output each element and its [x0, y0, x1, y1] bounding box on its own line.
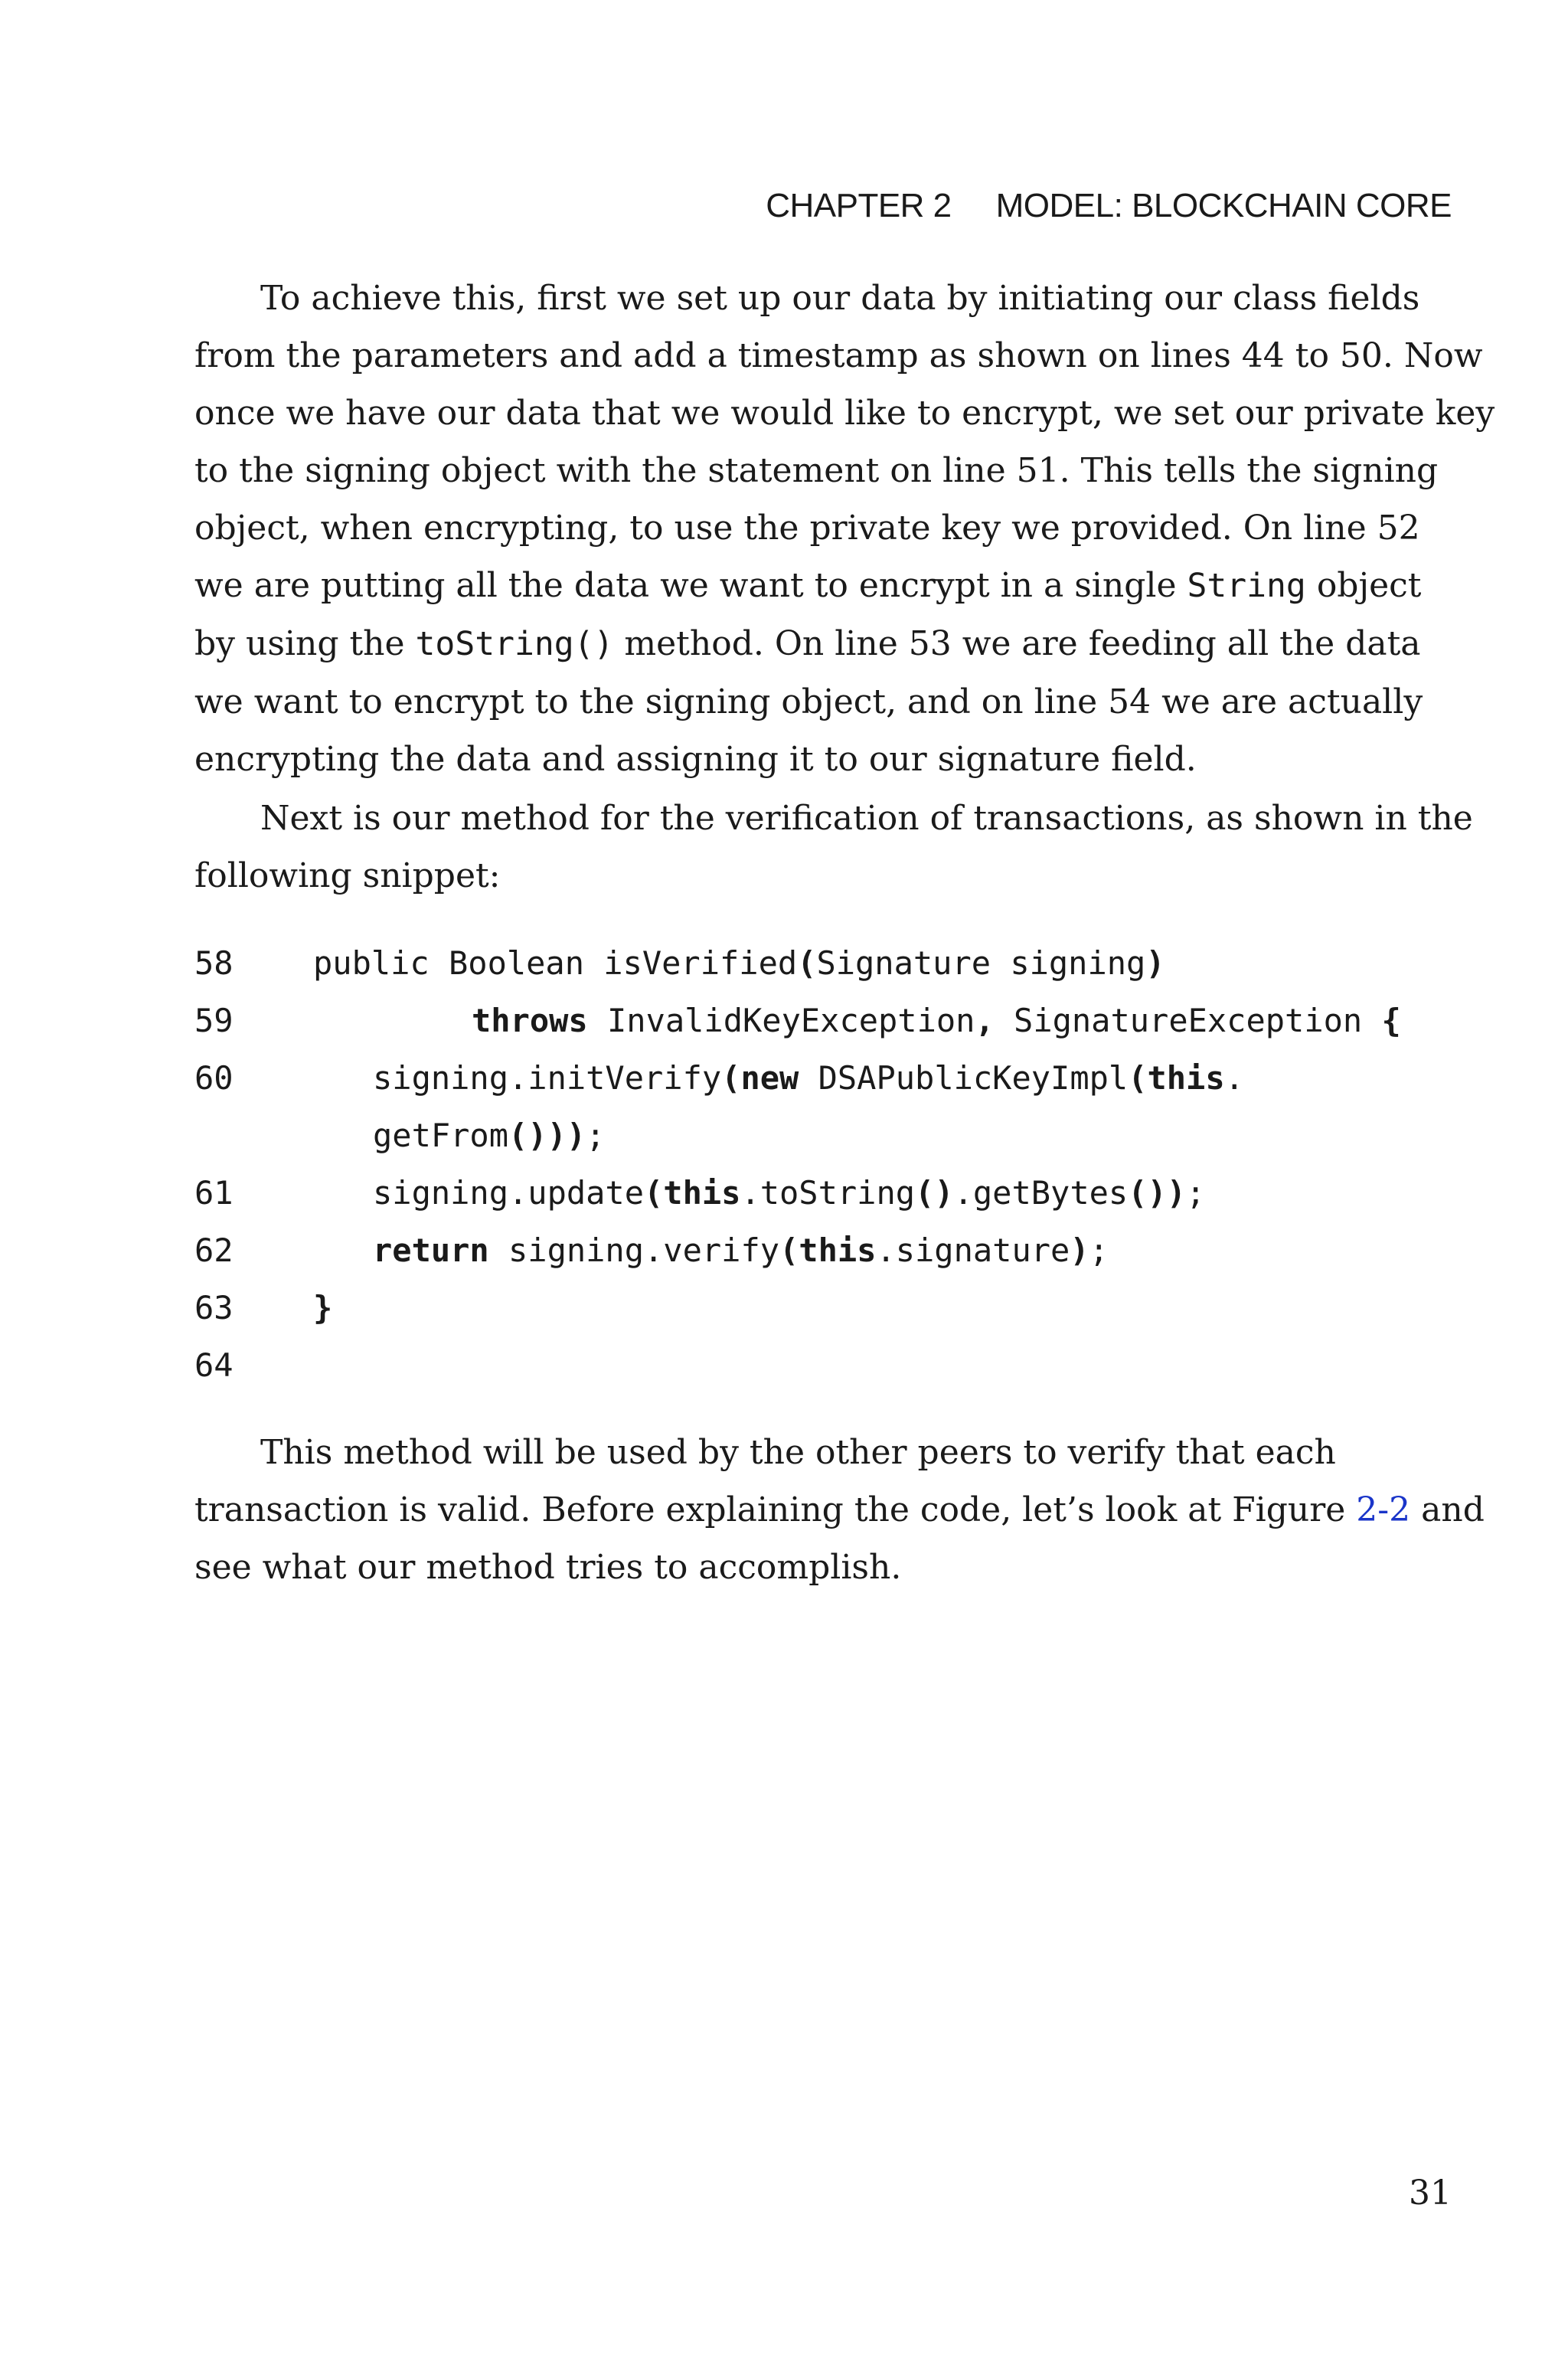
code-token: .toString	[740, 1174, 916, 1212]
code-keyword: (this	[779, 1232, 877, 1269]
code-token: .getBytes	[953, 1174, 1129, 1212]
page-number: 31	[1409, 2174, 1452, 2213]
code-token: DSAPublicKeyImpl	[799, 1059, 1129, 1097]
code-token: ;	[1186, 1174, 1206, 1212]
code-token: signing.update	[373, 1174, 645, 1212]
code-line	[194, 1049, 1496, 1107]
line-number: 60	[194, 1059, 234, 1097]
code-text	[373, 1107, 605, 1164]
code-keyword: (this	[644, 1174, 741, 1212]
code-keyword: (this	[1128, 1059, 1225, 1097]
line-number: 61	[194, 1174, 234, 1212]
line-number: 64	[194, 1346, 234, 1384]
code-text	[373, 1049, 1244, 1107]
text-run: and	[1410, 1490, 1485, 1529]
paragraph-line	[194, 615, 1450, 673]
line-number: 62	[194, 1232, 234, 1269]
code-text	[313, 1279, 332, 1336]
code-line	[194, 934, 1496, 992]
code-line	[194, 1279, 1496, 1336]
inline-code: String	[1187, 567, 1306, 605]
code-token-bold: )	[1145, 944, 1165, 982]
paragraph-line: To achieve this, first we set up our data by initiating our class fields	[260, 279, 1420, 318]
text-run: transaction is valid. Before explaining the code, let’s look at Figure	[194, 1490, 1357, 1529]
running-head-chapter: CHAPTER 2	[766, 187, 952, 224]
code-line-wrapped	[194, 1107, 1496, 1164]
paragraph-line: following snippet:	[194, 856, 501, 895]
figure-link[interactable]: 2-2	[1356, 1490, 1411, 1529]
text-run: method. On line 53 we are feeding all the data	[613, 624, 1421, 663]
code-token-bold: ,	[975, 1002, 995, 1039]
paragraph-line: see what our method tries to accomplish.	[194, 1548, 902, 1587]
text-run: by using the	[194, 624, 416, 663]
code-line	[194, 1336, 1496, 1394]
paragraph-line: This method will be used by the other peers to verify that each	[260, 1433, 1336, 1472]
line-number: 58	[194, 944, 234, 982]
text-run: object	[1305, 566, 1422, 605]
code-token: SignatureException	[994, 1002, 1382, 1039]
code-line	[194, 1222, 1496, 1279]
code-token-bold: {	[1381, 1002, 1401, 1039]
paragraph-line	[194, 1481, 1485, 1539]
code-line	[194, 992, 1496, 1049]
inline-code: toString()	[415, 625, 614, 663]
code-token: Signature signing	[816, 944, 1146, 982]
code-text	[313, 934, 1165, 992]
code-token-bold: ()))	[508, 1117, 586, 1154]
running-head	[766, 187, 1452, 225]
code-brace: }	[313, 1289, 333, 1326]
code-keyword: throws	[472, 1002, 588, 1039]
text-run: we are putting all the data we want to encrypt in a single	[194, 566, 1187, 605]
paragraph-line: we want to encrypt to the signing object, and on line 54 we are actually	[194, 682, 1423, 721]
code-token: .signature	[876, 1232, 1070, 1269]
paragraph-line: Next is our method for the verification of transactions, as shown in the	[260, 799, 1473, 838]
code-listing	[194, 934, 1496, 1394]
code-keyword: return	[373, 1232, 489, 1269]
code-keyword: (new	[721, 1059, 799, 1097]
paragraph-intro	[194, 270, 1495, 788]
code-token-bold: ()	[915, 1174, 954, 1212]
paragraph-method-usage	[194, 1424, 1485, 1596]
code-token-bold: (	[797, 944, 817, 982]
paragraph-line	[194, 557, 1450, 615]
code-token: getFrom	[373, 1117, 509, 1154]
code-token: .	[1224, 1059, 1244, 1097]
running-head-title: MODEL: BLOCKCHAIN CORE	[995, 187, 1452, 224]
code-token: ;	[1089, 1232, 1109, 1269]
code-token: InvalidKeyException	[587, 1002, 975, 1039]
line-number: 63	[194, 1289, 234, 1326]
code-text	[472, 992, 1401, 1049]
code-token: signing.initVerify	[373, 1059, 722, 1097]
paragraph-next	[194, 790, 1473, 904]
code-token: signing.verify	[488, 1232, 780, 1269]
paragraph-line: from the parameters and add a timestamp as shown on lines 44 to 50. Now	[194, 336, 1483, 375]
paragraph-line: encrypting the data and assigning it to our signature field.	[194, 740, 1197, 779]
paragraph-line: object, when encrypting, to use the private key we provided. On line 52	[194, 509, 1420, 548]
code-token-bold: )	[1070, 1232, 1089, 1269]
code-text	[373, 1164, 1205, 1222]
line-number: 59	[194, 1002, 234, 1039]
paragraph-line: to the signing object with the statement on line 51. This tells the signing	[194, 451, 1439, 490]
paragraph-line: once we have our data that we would like to encrypt, we set our private key	[194, 394, 1495, 433]
code-token: public Boolean isVerified	[313, 944, 798, 982]
code-line	[194, 1164, 1496, 1222]
code-text	[373, 1222, 1109, 1279]
code-token: ;	[586, 1117, 606, 1154]
code-token-bold: ())	[1128, 1174, 1187, 1212]
